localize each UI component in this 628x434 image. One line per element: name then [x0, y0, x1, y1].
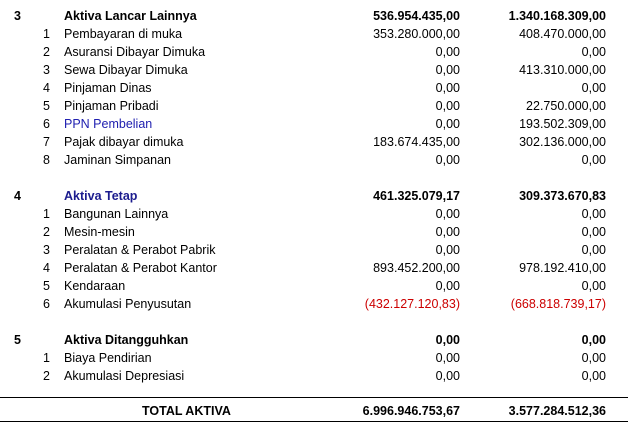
- table-row: [0, 277, 628, 295]
- table-row: [0, 295, 628, 313]
- item-number: 3: [43, 63, 50, 77]
- item-label-link[interactable]: PPN Pembelian: [64, 117, 153, 131]
- item-label: Akumulasi Penyusutan: [64, 297, 192, 311]
- item-number: 2: [43, 45, 50, 59]
- item-number: 1: [43, 27, 50, 41]
- table-row: [0, 115, 628, 133]
- item-value-2: 0,00: [581, 153, 606, 167]
- table-row: [0, 97, 628, 115]
- section-title: Aktiva Tetap: [64, 189, 138, 203]
- table-row: [0, 25, 628, 43]
- table-row: [0, 133, 628, 151]
- table-row: [0, 205, 628, 223]
- item-number: 6: [43, 297, 50, 311]
- item-number: 2: [43, 225, 50, 239]
- section-number: 5: [14, 333, 21, 347]
- item-number: 6: [43, 117, 50, 131]
- item-label: Pinjaman Pribadi: [64, 99, 159, 113]
- item-value-1: 0,00: [435, 45, 460, 59]
- item-value-1: 0,00: [435, 279, 460, 293]
- item-label: Bangunan Lainnya: [64, 207, 169, 221]
- section-header: [0, 331, 628, 349]
- table-row: [0, 367, 628, 385]
- total-bottom-rule: [0, 421, 628, 422]
- item-value-1: 0,00: [435, 99, 460, 113]
- item-value-2: 0,00: [581, 279, 606, 293]
- item-value-1: 0,00: [435, 81, 460, 95]
- table-row: [0, 223, 628, 241]
- section-header: [0, 7, 628, 25]
- item-value-2: 0,00: [581, 225, 606, 239]
- item-value-2: 0,00: [581, 81, 606, 95]
- item-label: Akumulasi Depresiasi: [64, 369, 185, 383]
- item-number: 2: [43, 369, 50, 383]
- item-label: Peralatan & Perabot Kantor: [64, 261, 217, 275]
- section-value-1: 461.325.079,17: [373, 189, 460, 203]
- total-label: TOTAL AKTIVA: [142, 404, 231, 418]
- item-value-2: 408.470.000,00: [519, 27, 606, 41]
- item-number: 1: [43, 351, 50, 365]
- item-value-1: 0,00: [435, 117, 460, 131]
- total-value-2: 3.577.284.512,36: [508, 404, 606, 418]
- item-value-2: 0,00: [581, 351, 606, 365]
- item-value-2: 978.192.410,00: [519, 261, 606, 275]
- item-label: Pembayaran di muka: [64, 27, 183, 41]
- item-value-2: 0,00: [581, 369, 606, 383]
- section-title: Aktiva Lancar Lainnya: [64, 9, 197, 23]
- item-value-1: 353.280.000,00: [373, 27, 460, 41]
- item-number: 3: [43, 243, 50, 257]
- item-value-2: 0,00: [581, 243, 606, 257]
- item-value-2-negative: (668.818.739,17): [510, 297, 606, 311]
- item-number: 8: [43, 153, 50, 167]
- item-value-1: 0,00: [435, 351, 460, 365]
- item-value-2: 22.750.000,00: [526, 99, 606, 113]
- item-label: Jaminan Simpanan: [64, 153, 172, 167]
- item-value-2: 193.502.309,00: [519, 117, 606, 131]
- item-number: 4: [43, 261, 50, 275]
- section-number: 4: [14, 189, 21, 203]
- item-value-1: 183.674.435,00: [373, 135, 460, 149]
- item-value-1: 0,00: [435, 369, 460, 383]
- total-row: [0, 402, 628, 420]
- item-label: Pinjaman Dinas: [64, 81, 152, 95]
- item-number: 5: [43, 99, 50, 113]
- table-row: [0, 259, 628, 277]
- item-number: 4: [43, 81, 50, 95]
- section-header: [0, 187, 628, 205]
- item-value-1: 0,00: [435, 225, 460, 239]
- table-row: [0, 61, 628, 79]
- item-label: Sewa Dibayar Dimuka: [64, 63, 188, 77]
- section-value-1: 0,00: [435, 333, 460, 347]
- item-value-1: 0,00: [435, 153, 460, 167]
- item-number: 1: [43, 207, 50, 221]
- item-value-2: 0,00: [581, 207, 606, 221]
- table-row: [0, 349, 628, 367]
- item-value-1: 0,00: [435, 63, 460, 77]
- item-value-2: 0,00: [581, 45, 606, 59]
- item-label: Asuransi Dibayar Dimuka: [64, 45, 206, 59]
- table-row: [0, 43, 628, 61]
- table-row: [0, 79, 628, 97]
- section-value-2: 1.340.168.309,00: [508, 9, 606, 23]
- section-value-2: 0,00: [581, 333, 606, 347]
- item-value-1: 0,00: [435, 243, 460, 257]
- item-value-2: 413.310.000,00: [519, 63, 606, 77]
- item-label: Kendaraan: [64, 279, 126, 293]
- item-label: Peralatan & Perabot Pabrik: [64, 243, 216, 257]
- item-value-2: 302.136.000,00: [519, 135, 606, 149]
- item-value-1: 0,00: [435, 207, 460, 221]
- table-row: [0, 151, 628, 169]
- item-label: Mesin-mesin: [64, 225, 135, 239]
- total-top-rule: [0, 397, 628, 398]
- total-value-1: 6.996.946.753,67: [362, 404, 460, 418]
- section-value-1: 536.954.435,00: [373, 9, 460, 23]
- item-label: Pajak dibayar dimuka: [64, 135, 184, 149]
- section-value-2: 309.373.670,83: [519, 189, 606, 203]
- item-value-1-negative: (432.127.120,83): [364, 297, 460, 311]
- item-value-1: 893.452.200,00: [373, 261, 460, 275]
- section-title: Aktiva Ditangguhkan: [64, 333, 189, 347]
- section-number: 3: [14, 9, 21, 23]
- item-number: 7: [43, 135, 50, 149]
- item-label: Biaya Pendirian: [64, 351, 152, 365]
- item-number: 5: [43, 279, 50, 293]
- table-row: [0, 241, 628, 259]
